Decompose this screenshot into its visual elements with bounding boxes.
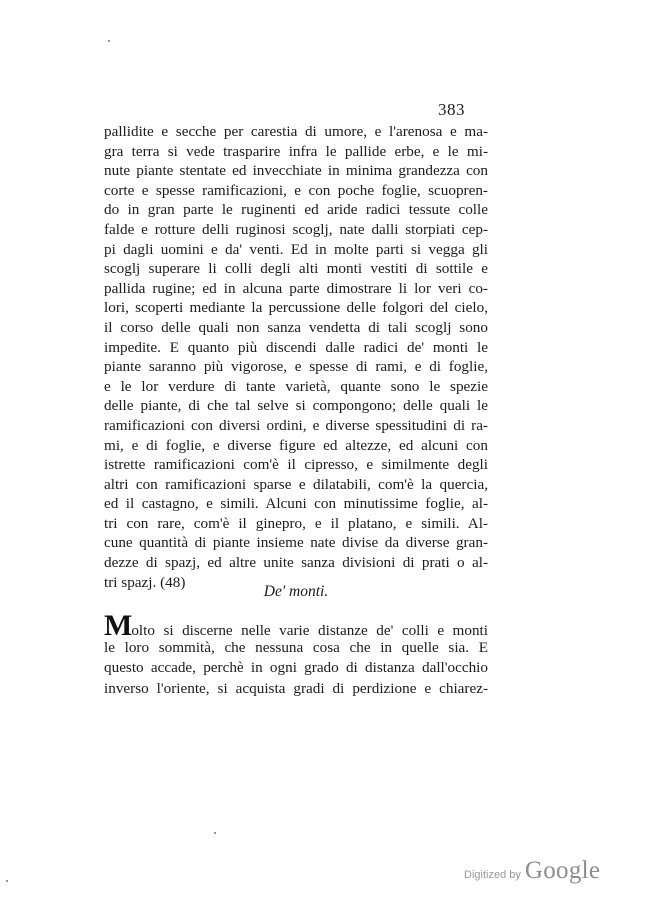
- paragraph-line: pallidite e secche per carestia di umore, e l'arenosa e ma-: [104, 123, 488, 140]
- paragraph-line: tri con rare, com'è il ginepro, e il platano, e simili. Al-: [104, 514, 488, 532]
- paragraph-line: dezze di spazj, ed altre unite sanza divisioni di prati o al-: [104, 554, 488, 572]
- paragraph-line: lori, scoperti mediante la percussione delle folgori del cielo,: [104, 299, 488, 317]
- paragraph-line: impedite. E quanto più discendi dalle radici de' monti le: [104, 338, 488, 356]
- paragraph-line: e le lor verdure di tante varietà, quante sono le spezie: [104, 377, 488, 395]
- paragraph-line: mi, e di foglie, e diverse figure ed altezze, ed alcuni con: [104, 436, 488, 454]
- paragraph-line: tri spazj. (48): [104, 573, 186, 591]
- paragraph-line: cune quantità di piante insieme nate divise da diverse gran-: [104, 534, 488, 552]
- page-number: 383: [438, 100, 465, 119]
- digitized-by-label: Digitized by: [464, 869, 521, 881]
- ink-speck: [108, 40, 110, 42]
- paragraph-line: questo accade, perchè in ogni grado di distanza dall'occhio: [104, 659, 488, 676]
- body-paragraph-2: [104, 609, 488, 699]
- digitized-by-google-watermark: [464, 857, 600, 885]
- ink-speck: [6, 880, 8, 882]
- paragraph-line: falde e rotture delli ruginosi scoglj, nate dalli storpiati cep-: [104, 220, 488, 238]
- paragraph-line: gra terra si vede trasparire infra le pallide erbe, e le mi-: [104, 142, 488, 160]
- paragraph-line: [104, 609, 488, 642]
- body-paragraph: [104, 122, 488, 592]
- paragraph-line: pallida rugine; ed in alcuna parte dimostrare li lor veri co-: [104, 279, 488, 297]
- section-heading: De' monti.: [263, 583, 329, 600]
- drop-cap: M: [104, 609, 132, 642]
- paragraph-line: piante saranno più vigorose, e spesse di rami, e di foglie,: [104, 358, 488, 376]
- paragraph-line: istrette ramificazioni com'è il cipresso, e similmente degli: [104, 456, 488, 474]
- paragraph-line: le loro sommità, che nessuna cosa che in quelle sia. E: [104, 638, 488, 656]
- paragraph-line: delle piante, di che tal selve si compongono; delle quali le: [104, 397, 488, 415]
- paragraph-line: altri con ramificazioni sparse e dilatabili, com'è la quercia,: [104, 475, 488, 493]
- first-line-text: olto si discerne nelle varie distanze de' colli e monti: [131, 622, 488, 639]
- paragraph-line: ed il castagno, e simili. Alcuni con minutissime foglie, al-: [104, 495, 488, 513]
- paragraph-line: il corso delle quali non sanza vendetta di tali scoglj sono: [104, 318, 488, 336]
- paragraph-line: nute piante stentate ed invecchiate in minima grandezza con: [104, 162, 488, 180]
- paragraph-line: pi dagli uomini e da' venti. Ed in molte parti si vegga gli: [104, 240, 488, 258]
- paragraph-line: inverso l'oriente, si acquista gradi di perdizione e chiarez-: [104, 679, 488, 697]
- google-logo: Google: [524, 857, 601, 884]
- paragraph-line: scoglj superare li colli degli alti monti vestiti di sottile e: [104, 260, 488, 278]
- paragraph-line: ramificazioni con diversi ordini, e diverse spessitudini di ra-: [104, 416, 488, 434]
- ink-speck: [214, 832, 216, 834]
- paragraph-line: corte e spesse ramificazioni, e con poche foglie, scuopren-: [104, 181, 488, 199]
- paragraph-line: do in gran parte le ruginenti ed aride radici tessute colle: [104, 201, 488, 219]
